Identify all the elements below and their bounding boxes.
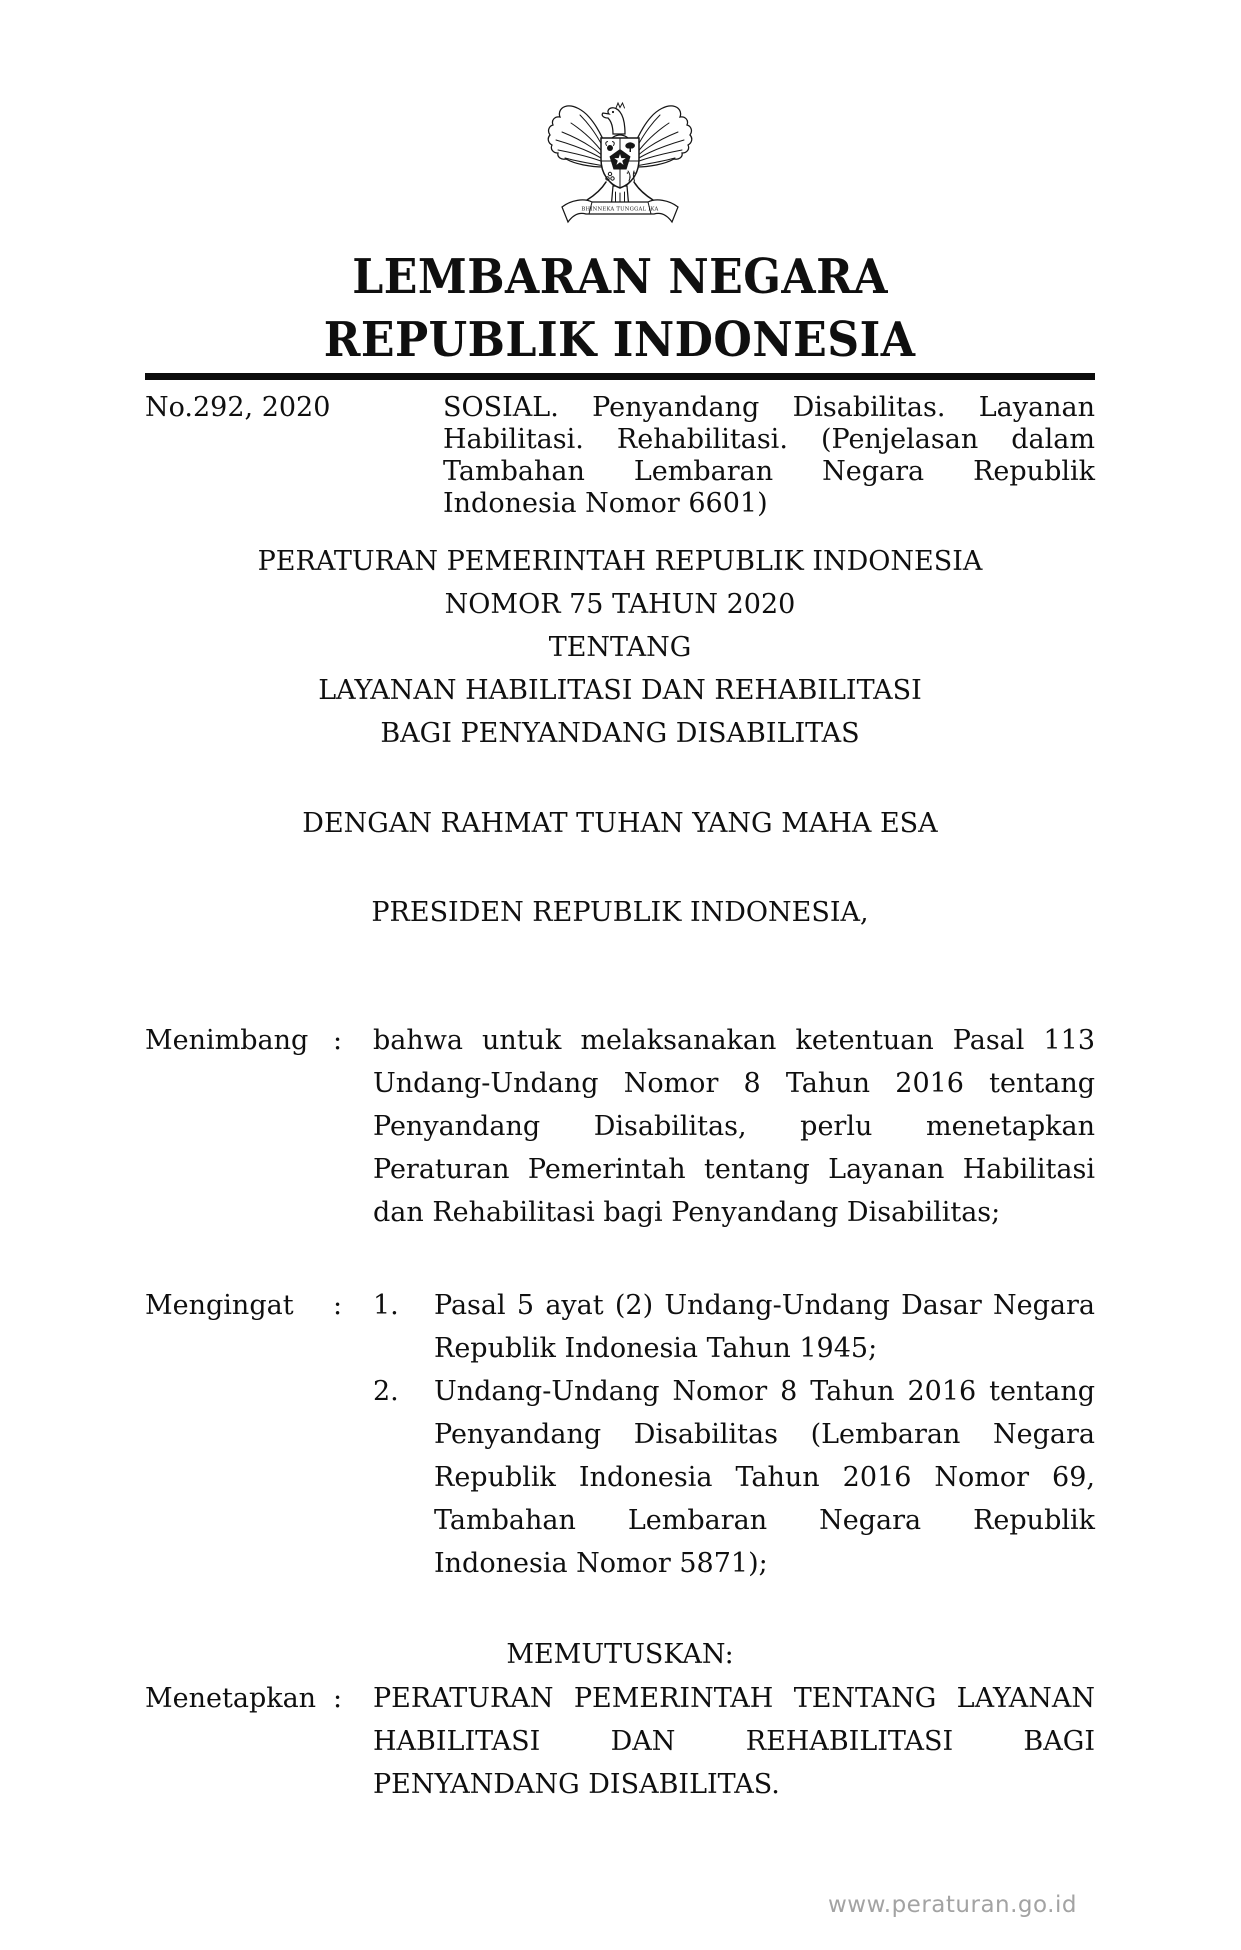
regulation-title-line1: PERATURAN PEMERINTAH REPUBLIK INDONESIA	[257, 546, 983, 577]
gazette-number: No.292, 2020	[145, 392, 331, 423]
garuda-pancasila-emblem	[545, 86, 695, 242]
emblem-motto: BHINNEKA TUNGGAL IKA	[581, 206, 659, 213]
considering-label: Menimbang	[145, 1025, 309, 1056]
recalling-separator: :	[333, 1290, 343, 1321]
subject-annotation: SOSIAL. Penyandang Disabilitas. Layanan Habilitasi. Rehabilitasi. (Penjelasan dalam Tambahan Lembaran Negara Republik Indonesia Nomor 6601)	[443, 392, 1095, 519]
decision-heading: MEMUTUSKAN:	[506, 1639, 734, 1670]
regulation-title-line3: TENTANG	[548, 632, 692, 663]
masthead-divider-rule	[145, 373, 1095, 380]
recalling-clause	[145, 1284, 1095, 1585]
regulation-title-line2: NOMOR 75 TAHUN 2020	[444, 589, 796, 620]
regulation-title-block	[145, 540, 1095, 755]
enacting-separator: :	[333, 1683, 343, 1714]
regulation-title-line4: LAYANAN HABILITASI DAN REHABILITASI	[318, 675, 922, 706]
recalling-item-1-text: Pasal 5 ayat (2) Undang-Undang Dasar Negara Republik Indonesia Tahun 1945;	[434, 1290, 1095, 1364]
considering-clause	[145, 1019, 1095, 1234]
enacting-clause	[145, 1677, 1095, 1806]
masthead-title-line1	[145, 246, 1095, 309]
recalling-items	[373, 1284, 1095, 1585]
recalling-item-2-number: 2.	[373, 1376, 399, 1407]
gazette-header-row	[145, 392, 1095, 520]
considering-text: bahwa untuk melaksanakan ketentuan Pasal 113 Undang-Undang Nomor 8 Tahun 2016 tentang Penyandang Disabilitas, perlu menetapkan Peraturan Pemerintah tentang Layanan Habilitasi dan Rehabilitasi bagi Penyandang Disabilitas;	[373, 1025, 1095, 1228]
emblem-container	[145, 86, 1095, 246]
recalling-item-1	[373, 1284, 1095, 1370]
masthead-title-line2-text: REPUBLIK INDONESIA	[324, 312, 916, 368]
regulation-title-line5: BAGI PENYANDANG DISABILITAS	[380, 718, 860, 749]
enacting-label: Menetapkan	[145, 1683, 317, 1714]
masthead-title-line1-text: LEMBARAN NEGARA	[352, 249, 888, 305]
recalling-item-2	[373, 1370, 1095, 1585]
recalling-label: Mengingat	[145, 1290, 294, 1321]
invocation-line: DENGAN RAHMAT TUHAN YANG MAHA ESA	[302, 808, 938, 839]
enacting-text: PERATURAN PEMERINTAH TENTANG LAYANAN HABILITASI DAN REHABILITASI BAGI PENYANDANG DISABILITAS.	[373, 1683, 1095, 1800]
footer-source-url: www.peraturan.go.id	[827, 1892, 1077, 1918]
masthead-title-line2	[145, 309, 1095, 372]
authority-line: PRESIDEN REPUBLIK INDONESIA,	[371, 897, 869, 928]
recalling-item-1-number: 1.	[373, 1290, 399, 1321]
considering-separator: :	[333, 1025, 343, 1056]
recalling-item-2-text: Undang-Undang Nomor 8 Tahun 2016 tentang Penyandang Disabilitas (Lembaran Negara Republik Indonesia Tahun 2016 Nomor 69, Tambahan Lembaran Negara Republik Indonesia Nomor 5871);	[434, 1376, 1095, 1579]
